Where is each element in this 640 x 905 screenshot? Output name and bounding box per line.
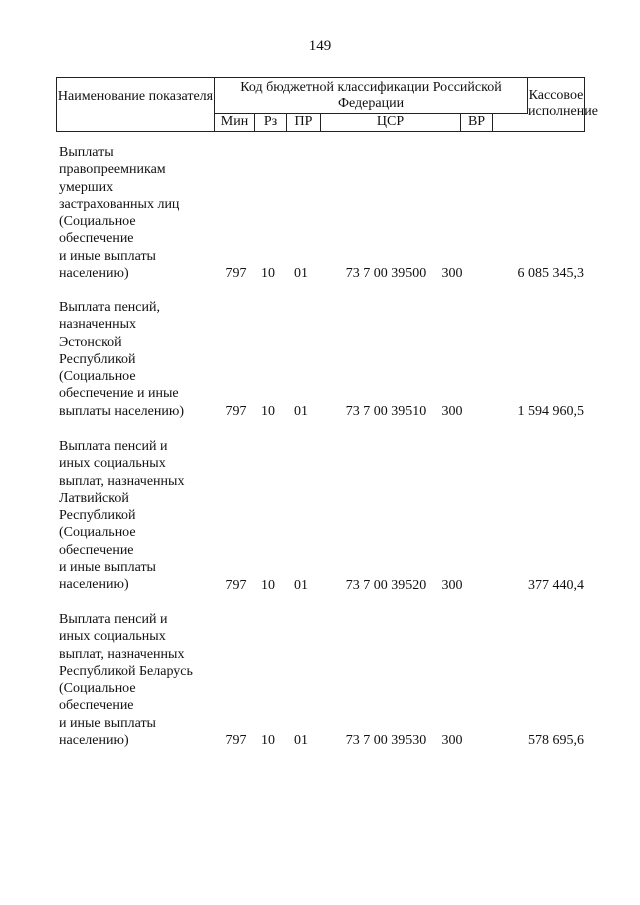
row-csr: 73 7 00 39530 xyxy=(345,733,427,748)
row-csr: 73 7 00 39510 xyxy=(345,404,427,419)
row-min: 797 xyxy=(225,404,247,419)
row-name: Выплата пенсий и иных социальных выплат, назначенных Республикой Беларусь (Социальное обеспечение и иные выплаты населению) xyxy=(59,612,193,749)
header-kassovoe: Кассовое исполнение xyxy=(528,88,598,119)
row-rz: 10 xyxy=(261,404,275,419)
row-sum: 377 440,4 xyxy=(528,578,584,593)
row-min: 797 xyxy=(225,266,247,281)
row-pr: 01 xyxy=(294,578,308,593)
row-vr: 300 xyxy=(441,578,463,593)
row-name: Выплата пенсий и иных социальных выплат, назначенных Латвийской Республикой (Социальное обеспечение и иные выплаты населению) xyxy=(59,439,185,593)
row-sum: 6 085 345,3 xyxy=(517,266,584,281)
header-name: Наименование показателя xyxy=(57,78,215,131)
row-pr: 01 xyxy=(294,404,308,419)
row-rz: 10 xyxy=(261,733,275,748)
header-rz: Рз xyxy=(255,114,287,131)
row-min: 797 xyxy=(225,578,247,593)
row-vr: 300 xyxy=(441,266,463,281)
row-csr: 73 7 00 39500 xyxy=(345,266,427,281)
row-name: Выплата пенсий, назначенных Эстонской Республикой (Социальное обеспечение и иные выплаты населению) xyxy=(59,300,184,419)
header-code-group: Код бюджетной классификации Российской Федерации xyxy=(215,78,528,114)
header-min: Мин xyxy=(215,114,255,131)
table-header xyxy=(56,77,598,132)
row-pr: 01 xyxy=(294,266,308,281)
row-vr: 300 xyxy=(441,404,463,419)
row-sum: 578 695,6 xyxy=(528,733,584,748)
row-sum: 1 594 960,5 xyxy=(517,404,584,419)
header-csr: ЦСР xyxy=(321,114,461,131)
row-csr: 73 7 00 39520 xyxy=(345,578,427,593)
row-rz: 10 xyxy=(261,578,275,593)
header-vr: ВР xyxy=(461,114,493,131)
row-min: 797 xyxy=(225,733,247,748)
page-number: 149 xyxy=(308,38,332,54)
row-pr: 01 xyxy=(294,733,308,748)
header-pr: ПР xyxy=(287,114,321,131)
row-name: Выплаты правопреемникам умерших застрахованных лиц (Социальное обеспечение и иные выплаты населению) xyxy=(59,145,180,282)
row-vr: 300 xyxy=(441,733,463,748)
row-rz: 10 xyxy=(261,266,275,281)
